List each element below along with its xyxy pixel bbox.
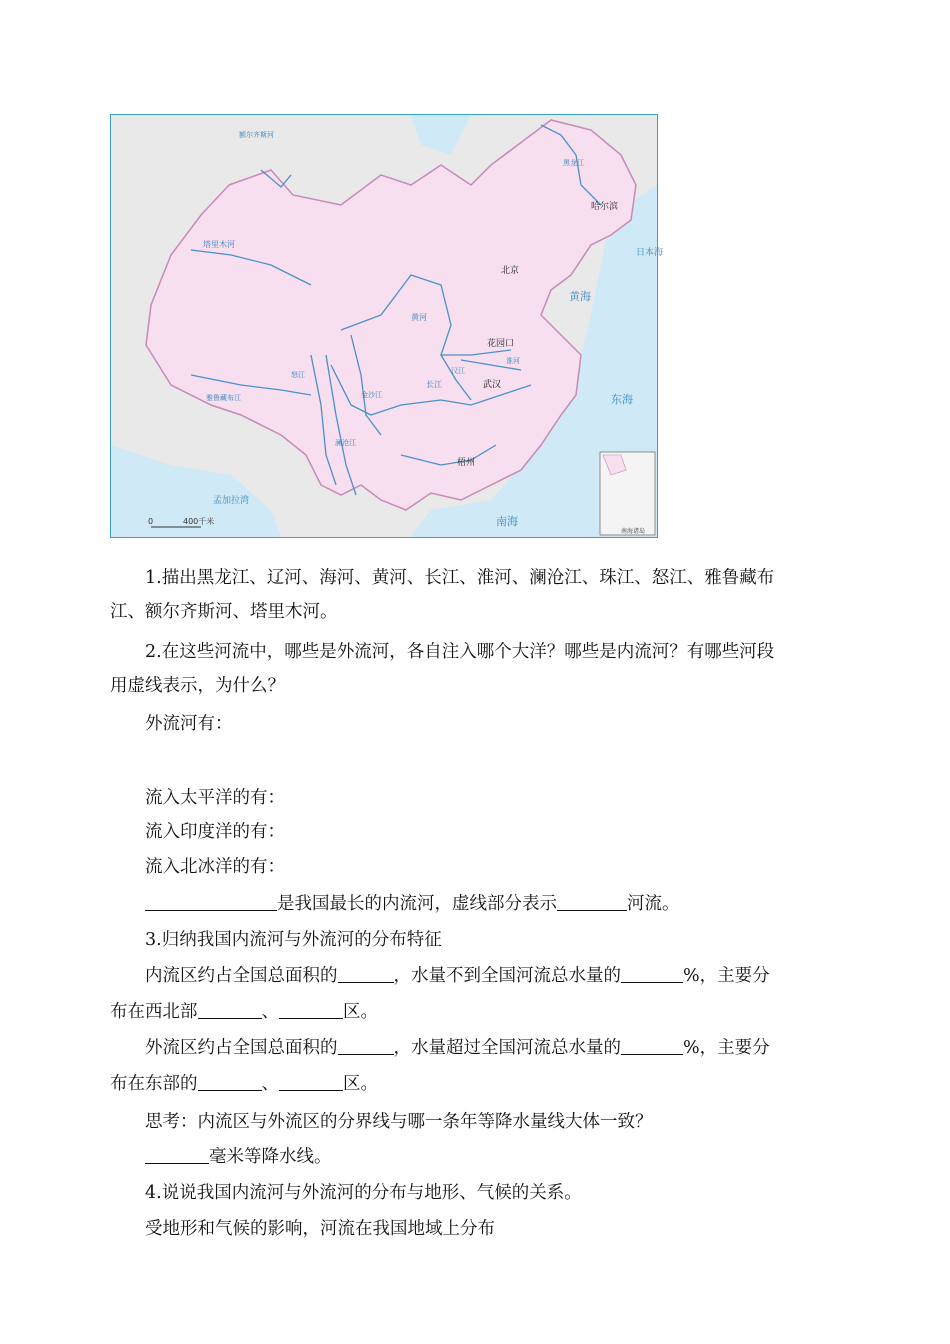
inset-label: 南海诸岛 — [621, 528, 646, 535]
label-hanjiang: 汉江 — [451, 367, 465, 375]
q1-line1: 1.描出黑龙江、辽河、海河、黄河、长江、淮河、澜沧江、珠江、怒江、雅鲁藏布 — [145, 568, 775, 588]
longest-text-a: 是我国最长的内流河，虚线部分表示 — [277, 894, 557, 914]
blank-outer-region1[interactable] — [198, 1072, 262, 1091]
outer2-end: 区。 — [343, 1074, 378, 1094]
blank-longest-river[interactable] — [145, 892, 277, 911]
inner2-sep: 、 — [261, 1002, 279, 1022]
ocean-japan-sea: 日本海 — [636, 248, 664, 258]
outer-text-a: 外流区约占全国总面积的 — [145, 1038, 338, 1058]
arctic-label: 流入北冰洋的有： — [145, 857, 285, 877]
label-huanghe: 黄河 — [411, 313, 427, 322]
think-text-b: 毫米等降水线。 — [209, 1147, 332, 1167]
think-question: 思考：内流区与外流区的分界线与哪一条年等降水量线大体一致？ — [145, 1112, 653, 1132]
blank-inner-region2[interactable] — [279, 1000, 343, 1019]
blank-inner-water[interactable] — [621, 964, 683, 983]
longest-text-b: 河流。 — [627, 894, 680, 914]
label-lancang: 澜沧江 — [335, 439, 356, 447]
city-harbin: 哈尔滨 — [591, 202, 619, 212]
inner-line2 — [110, 1000, 378, 1024]
inner-line1 — [145, 964, 770, 988]
label-heilongjiang: 黑龙江 — [563, 159, 584, 167]
inner-text-a: 内流区约占全国总面积的 — [145, 966, 338, 986]
blank-outer-area[interactable] — [338, 1036, 394, 1055]
ocean-bengal: 孟加拉湾 — [213, 496, 250, 506]
blank-outer-water[interactable] — [621, 1036, 683, 1055]
map-graphic — [111, 115, 664, 537]
inner-text-b: ，水量不到全国河流总水量的 — [393, 966, 621, 986]
city-beijing: 北京 — [501, 266, 520, 276]
inner2-end: 区。 — [343, 1002, 378, 1022]
label-tarim: 塔里木河 — [203, 240, 235, 249]
ocean-yellow-sea: 黄海 — [569, 290, 591, 303]
outer2-sep: 、 — [261, 1074, 279, 1094]
blank-dashed-type[interactable] — [557, 892, 627, 911]
blank-inner-area[interactable] — [338, 964, 394, 983]
q4-title: 4.说说我国内流河与外流河的分布与地形、气候的关系。 — [145, 1183, 582, 1203]
label-erqis: 额尔齐斯河 — [239, 131, 274, 139]
blank-isohyet[interactable] — [145, 1145, 209, 1164]
q2-line1: 2.在这些河流中，哪些是外流河，各自注入哪个大洋？哪些是内流河？有哪些河段 — [145, 642, 775, 662]
label-jinsha: 金沙江 — [361, 391, 382, 399]
blank-outer-region2[interactable] — [279, 1072, 343, 1091]
label-nujiang: 怒江 — [291, 371, 305, 379]
think-answer-line — [145, 1145, 332, 1169]
inner-text-c: %，主要分 — [683, 966, 770, 986]
q2-line2: 用虚线表示，为什么？ — [110, 676, 285, 696]
outer-text-b: ，水量超过全国河流总水量的 — [393, 1038, 621, 1058]
q3-title: 3.归纳我国内流河与外流河的分布特征 — [145, 930, 442, 950]
ocean-south-sea: 南海 — [496, 515, 518, 528]
longest-line — [145, 892, 680, 916]
city-wuhan: 武汉 — [483, 380, 502, 390]
outer-line1 — [145, 1036, 770, 1060]
outer-text-c: %，主要分 — [683, 1038, 770, 1058]
ocean-east-sea: 东海 — [611, 393, 633, 406]
label-huaihe: 淮河 — [506, 357, 520, 365]
q4-text: 受地形和气候的影响，河流在我国地域上分布 — [145, 1219, 495, 1239]
city-huayuankou: 花园口 — [487, 339, 515, 349]
inner2-text-a: 布在西北部 — [110, 1002, 198, 1022]
outer-line2 — [110, 1072, 378, 1096]
outer2-text-a: 布在东部的 — [110, 1074, 198, 1094]
indian-label: 流入印度洋的有： — [145, 822, 285, 842]
outflow-label: 外流河有： — [145, 714, 233, 734]
scale-label: 400千米 — [183, 517, 215, 526]
scale-zero: 0 — [148, 517, 154, 526]
label-yarlung: 雅鲁藏布江 — [206, 394, 241, 402]
label-changjiang: 长江 — [426, 380, 442, 389]
pacific-label: 流入太平洋的有： — [145, 788, 285, 808]
blank-inner-region1[interactable] — [198, 1000, 262, 1019]
china-rivers-map — [110, 114, 664, 538]
q1-line2: 江、额尔齐斯河、塔里木河。 — [110, 602, 338, 622]
city-wuzhou: 梧州 — [457, 458, 476, 468]
